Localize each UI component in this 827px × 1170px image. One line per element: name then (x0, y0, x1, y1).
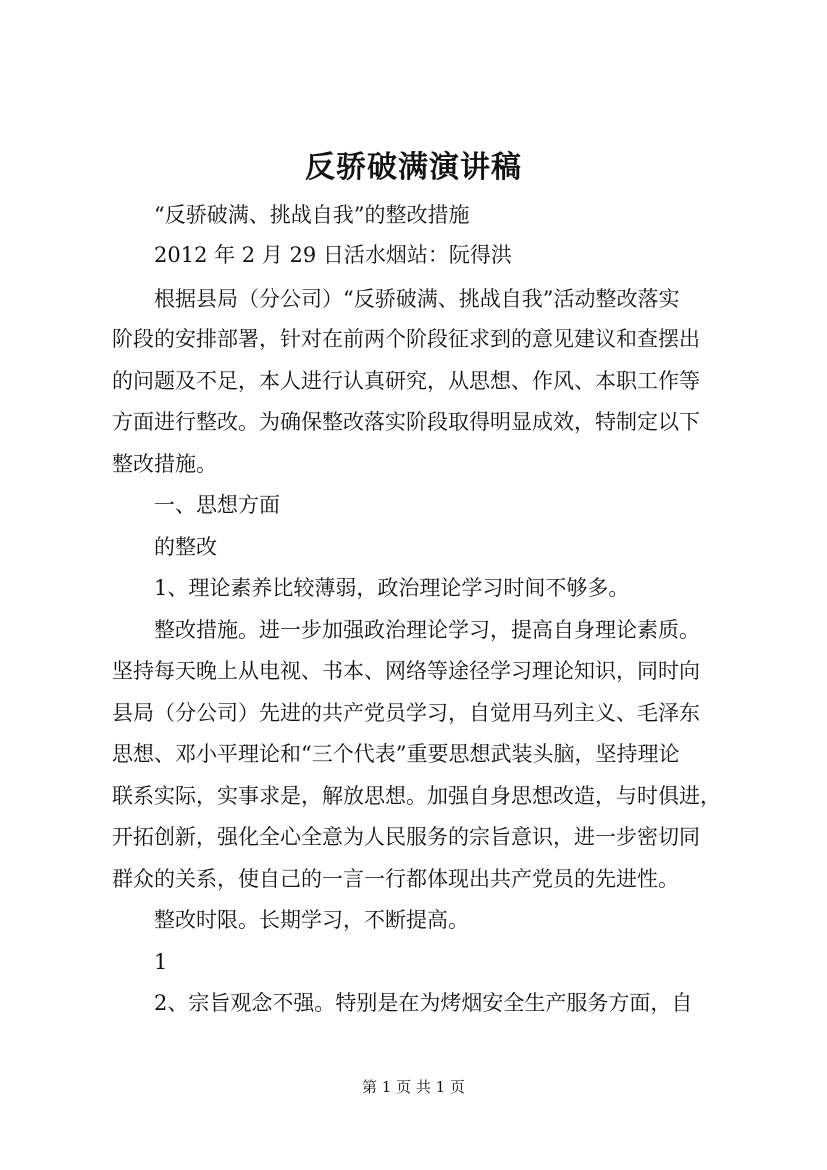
paragraph-line: 方面进行整改。为确保整改落实阶段取得明显成效，特制定以下 (112, 410, 700, 434)
paragraph-line: 思想、邓小平理论和“三个代表”重要思想武装头脑，坚持理论 (112, 742, 680, 766)
paragraph-line: 根据县局（分公司）“反骄破满、挑战自我”活动整改落实 (154, 287, 680, 311)
paragraph-line: 整改时限。长期学习，不断提高。 (154, 908, 469, 932)
paragraph-line: 开拓创新，强化全心全意为人民服务的宗旨意识，进一步密切同 (112, 825, 700, 849)
item-heading: 1、理论素养比较薄弱，政治理论学习时间不够多。 (154, 576, 630, 600)
paragraph-line: 的问题及不足，本人进行认真研究，从思想、作风、本职工作等 (112, 369, 700, 393)
date-author-line: 2012 年 2 月 29 日活水烟站：阮得洪 (154, 243, 512, 267)
item-heading: 2、宗旨观念不强。特别是在为烤烟安全生产服务方面，自 (154, 991, 693, 1015)
paragraph-line: 坚持每天晚上从电视、书本、网络等途径学习理论知识，同时向 (112, 659, 700, 683)
paragraph-line: 群众的关系，使自己的一言一行都体现出共产党员的先进性。 (112, 867, 679, 891)
section-heading-continued: 的整改 (154, 535, 217, 559)
paragraph-line: 联系实际，实事求是，解放思想。加强自身思想改造，与时俱进， (112, 784, 721, 808)
section-heading: 一、思想方面 (154, 493, 280, 517)
paragraph-line: 整改措施。 (112, 452, 217, 476)
document-title: 反骄破满演讲稿 (305, 150, 522, 185)
subtitle: “反骄破满、挑战自我”的整改措施 (154, 203, 470, 227)
page-footer: 第 1 页 共 1 页 (362, 1078, 465, 1096)
paragraph-line: 整改措施。进一步加强政治理论学习，提高自身理论素质。 (154, 618, 700, 642)
stray-number: 1 (154, 950, 168, 974)
paragraph-line: 县局（分公司）先进的共产党员学习，自觉用马列主义、毛泽东 (112, 701, 700, 725)
paragraph-line: 阶段的安排部署，针对在前两个阶段征求到的意见建议和查摆出 (112, 327, 700, 351)
